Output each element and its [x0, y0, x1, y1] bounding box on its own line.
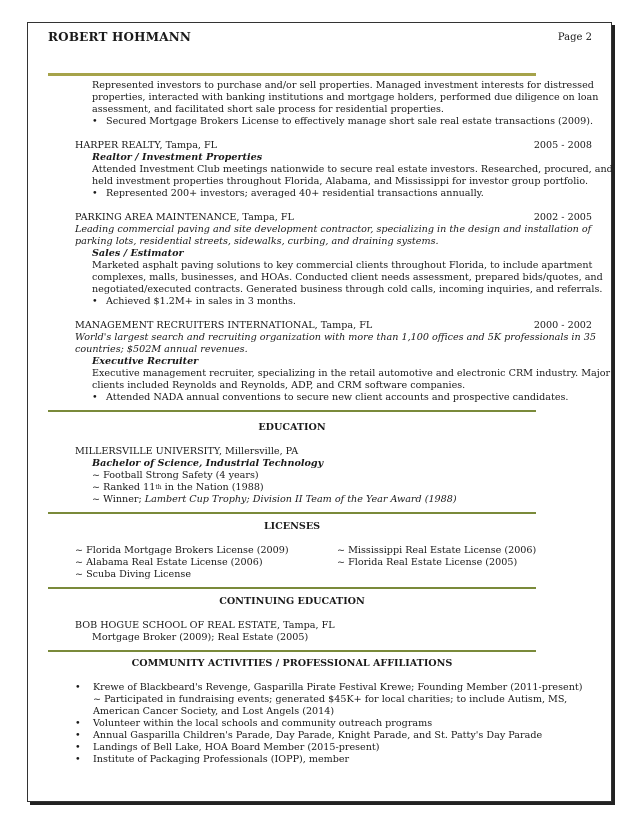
parking-dates: 2002 - 2005: [533, 212, 592, 223]
harper-line-2: held investment properties throughout Florida, Alabama, and Mississippi for investor group portfolio.: [92, 176, 589, 187]
education-item-1: ~ Football Strong Safety (4 years): [92, 470, 259, 481]
intro-bullet: • Secured Mortgage Brokers License to effectively manage short sale real estate transactions (2009).: [92, 116, 593, 127]
education-degree: Bachelor of Science, Industrial Technology: [92, 458, 324, 469]
license-right-2: ~ Florida Real Estate License (2005): [337, 557, 518, 568]
license-left-1: ~ Florida Mortgage Brokers License (2009): [75, 545, 289, 556]
intro-line-3: assessment, and facilitated short sale process for residential properties.: [92, 104, 444, 115]
community-item-1-text: Krewe of Blackbeard's Revenge, Gasparilla Pirate Festival Krewe; Founding Member (2011-present): [93, 682, 583, 693]
harper-company: HARPER REALTY, Tampa, FL: [75, 140, 218, 151]
intro-line-1: Represented investors to purchase and/or sell properties. Managed investment interests for distressed: [92, 80, 594, 91]
parking-desc-1: Leading commercial paving and site development contractor, specializing in the design and installation of: [75, 224, 592, 235]
community-item-1-sub-1: ~ Participated in fundraising events; generated $45K+ for local charities; to include Autism, MS,: [93, 694, 568, 705]
licenses-heading: LICENSES: [263, 521, 321, 532]
education-school: MILLERSVILLE UNIVERSITY, Millersville, PA: [75, 446, 299, 457]
education-item-3-award: Lambert Cup Trophy; Division II Team of the Year Award (1988): [144, 494, 457, 505]
continuing-rule: [48, 587, 536, 589]
community-item-1: • Krewe of Blackbeard's Revenge, Gasparilla Pirate Festival Krewe; Founding Member (2011-present): [75, 682, 583, 693]
parking-line-2: complexes, malls, businesses, and HOAs. Conducted client needs assessment, prepared bids/quotes, and: [92, 272, 603, 283]
education-item-3: [92, 494, 457, 506]
community-item-4-text: Landings of Bell Lake, HOA Board Member (2015-present): [93, 742, 380, 753]
harper-title: Realtor / Investment Properties: [92, 152, 263, 163]
continuing-heading: CONTINUING EDUCATION: [219, 596, 365, 607]
page-number: Page 2: [557, 32, 592, 43]
education-item-3-pre: ~ Winner;: [92, 494, 145, 505]
license-left-3: ~ Scuba Diving License: [75, 569, 192, 580]
mri-line-2: clients included Reynolds and Reynolds, ADP, and CRM software companies.: [92, 380, 466, 391]
licenses-rule: [48, 512, 536, 514]
mri-desc-1: World's largest search and recruiting organization with more than 1,100 offices and 5K professionals in 35: [75, 332, 596, 343]
education-heading: EDUCATION: [258, 422, 326, 433]
education-item-2: [92, 482, 264, 494]
education-item-2-pre: ~ Ranked 11: [92, 482, 156, 493]
education-item-2-sup: th: [155, 484, 162, 491]
parking-desc-2: parking lots, residential streets, sidewalks, curbing, and draining systems.: [75, 236, 439, 247]
parking-bullet: • Achieved $1.2M+ in sales in 3 months.: [92, 296, 296, 307]
continuing-school: BOB HOGUE SCHOOL OF REAL ESTATE, Tampa, FL: [75, 620, 335, 631]
harper-line-1: Attended Investment Club meetings nationwide to secure real estate investors. Researched, procured, and: [92, 164, 613, 175]
intro-line-2: properties, interacted with banking institutions and mortgage holders, performed due diligence on loan: [92, 92, 599, 103]
parking-line-3: negotiated/executed contracts. Generated business through cold calls, incoming inquiries, and referrals.: [92, 284, 603, 295]
harper-bullet-text: Represented 200+ investors; averaged 40+ residential transactions annually.: [106, 188, 484, 199]
parking-company: PARKING AREA MAINTENANCE, Tampa, FL: [75, 212, 294, 223]
harper-bullet: • Represented 200+ investors; averaged 40+ residential transactions annually.: [92, 188, 484, 199]
community-heading: COMMUNITY ACTIVITIES / PROFESSIONAL AFFILIATIONS: [131, 658, 453, 669]
continuing-detail: Mortgage Broker (2009); Real Estate (2005): [92, 632, 309, 643]
education-item-2-post: in the Nation (1988): [161, 482, 264, 493]
mri-line-1: Executive management recruiter, specializing in the retail automotive and electronic CRM industry. Major: [92, 368, 611, 379]
community-item-4: • Landings of Bell Lake, HOA Board Member (2015-present): [75, 742, 380, 753]
license-left-2: ~ Alabama Real Estate License (2006): [75, 557, 263, 568]
education-rule: [48, 410, 536, 412]
mri-title: Executive Recruiter: [92, 356, 199, 367]
community-item-3: • Annual Gasparilla Children's Parade, Day Parade, Knight Parade, and St. Patty's Day Parade: [75, 730, 543, 741]
resume-name: ROBERT HOHMANN: [48, 30, 192, 44]
parking-title: Sales / Estimator: [92, 248, 184, 259]
parking-bullet-text: Achieved $1.2M+ in sales in 3 months.: [106, 296, 296, 307]
community-item-2-text: Volunteer within the local schools and community outreach programs: [93, 718, 433, 729]
license-right-1: ~ Mississippi Real Estate License (2006): [337, 545, 537, 556]
mri-dates: 2000 - 2002: [533, 320, 592, 331]
community-item-3-text: Annual Gasparilla Children's Parade, Day Parade, Knight Parade, and St. Patty's Day Parade: [93, 730, 543, 741]
parking-line-1: Marketed asphalt paving solutions to key commercial clients throughout Florida, to include apartment: [92, 260, 593, 271]
harper-dates: 2005 - 2008: [533, 140, 592, 151]
community-rule: [48, 650, 536, 652]
mri-bullet-text: Attended NADA annual conventions to secure new client accounts and prospective candidates.: [106, 392, 569, 403]
header-rule: [48, 73, 536, 76]
mri-bullet: • Attended NADA annual conventions to secure new client accounts and prospective candidates.: [92, 392, 569, 403]
intro-bullet-text: Secured Mortgage Brokers License to effectively manage short sale real estate transactions (2009).: [106, 116, 593, 127]
community-item-5-text: Institute of Packaging Professionals (IOPP), member: [93, 754, 350, 765]
community-item-1-sub-2: American Cancer Society, and Lost Angels (2014): [93, 706, 335, 717]
mri-company: MANAGEMENT RECRUITERS INTERNATIONAL, Tampa, FL: [75, 320, 373, 331]
community-item-5: • Institute of Packaging Professionals (IOPP), member: [75, 754, 350, 765]
community-item-2: • Volunteer within the local schools and community outreach programs: [75, 718, 433, 729]
mri-desc-2: countries; $502M annual revenues.: [75, 344, 248, 355]
